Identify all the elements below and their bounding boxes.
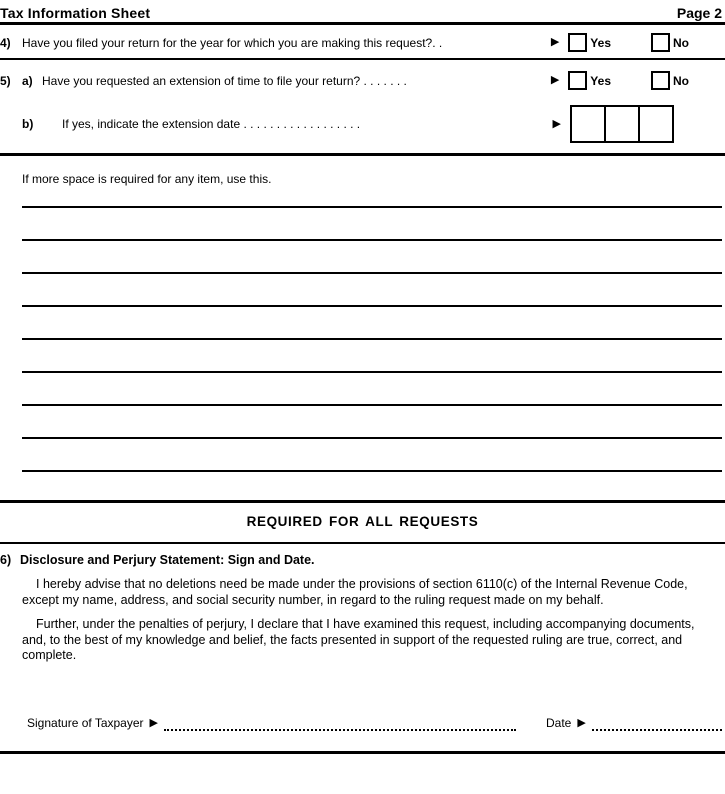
question-5a-yes-label: Yes	[590, 73, 611, 88]
perjury-paragraph-2: Further, under the penalties of perjury, I declare that I have examined this request, including accompanying documents, and, to the best of my knowledge and belief, the facts presented in support of the requested ruling are true, correct, and complete.	[22, 617, 695, 662]
signature-input-line[interactable]	[164, 719, 516, 731]
date-input-line[interactable]	[592, 719, 722, 731]
more-space-section	[0, 156, 725, 503]
arrow-right-icon: ▶	[577, 716, 586, 729]
writing-line[interactable]	[22, 406, 722, 439]
arrow-right-icon: ▶	[550, 36, 560, 48]
question-5a-letter: a)	[22, 73, 33, 88]
question-5a-yes-checkbox[interactable]	[568, 71, 587, 90]
question-5a-row	[0, 71, 725, 90]
question-4-row	[0, 33, 725, 52]
extension-date-cell-year[interactable]	[638, 105, 674, 143]
question-4-yes-label: Yes	[590, 35, 611, 50]
arrow-right-icon: ▶	[149, 716, 158, 729]
question-4-text: Have you filed your return for the year for which you are making this request?. .	[22, 35, 443, 50]
required-for-all-requests-banner: REQUIRED FOR ALL REQUESTS	[0, 503, 725, 544]
question-5a-no-label: No	[673, 73, 689, 88]
perjury-paragraph-1: I hereby advise that no deletions need be made under the provisions of section 6110(c) of the Internal Revenue Code, except my name, address, and social security number, in regard to the ruling request made on my behalf.	[22, 577, 688, 607]
question-5-section	[0, 60, 725, 156]
question-4-no-checkbox[interactable]	[651, 33, 670, 52]
question-6-number: 6)	[0, 553, 12, 567]
question-6-section	[0, 544, 725, 731]
writing-line[interactable]	[22, 274, 722, 307]
arrow-right-icon: ▶	[552, 117, 561, 130]
extension-date-cell-month[interactable]	[570, 105, 606, 143]
question-5a-text: Have you requested an extension of time to file your return? . . . . . . .	[42, 73, 407, 88]
question-4-section	[0, 25, 725, 60]
signature-label: Signature of Taxpayer	[27, 715, 144, 730]
extension-date-cell-day[interactable]	[604, 105, 640, 143]
page-header	[0, 0, 725, 25]
writing-line[interactable]	[22, 373, 722, 406]
extension-date-box	[570, 105, 674, 143]
question-5b-letter: b)	[22, 117, 34, 131]
question-5b-text: If yes, indicate the extension date . . . . . . . . . . . . . . . . . .	[62, 117, 361, 131]
bottom-rule	[0, 751, 725, 754]
writing-line[interactable]	[22, 340, 722, 373]
page-number: Page 2	[676, 5, 722, 21]
writing-line[interactable]	[22, 208, 722, 241]
question-4-yes-checkbox[interactable]	[568, 33, 587, 52]
writing-line[interactable]	[22, 241, 722, 274]
writing-line[interactable]	[22, 307, 722, 340]
question-4-number: 4)	[0, 35, 11, 50]
more-space-instruction: If more space is required for any item, use this.	[22, 172, 272, 186]
arrow-right-icon: ▶	[550, 74, 560, 86]
question-5a-no-checkbox[interactable]	[651, 71, 670, 90]
writing-line[interactable]	[22, 187, 722, 208]
page-title: Tax Information Sheet	[0, 5, 151, 21]
writing-line[interactable]	[22, 439, 722, 472]
question-4-no-label: No	[673, 35, 689, 50]
signature-row	[0, 714, 725, 731]
writing-lines	[0, 187, 725, 472]
question-6-heading-row	[0, 553, 725, 567]
date-label: Date	[546, 715, 572, 730]
question-5-number: 5)	[0, 73, 11, 88]
question-5b-row	[0, 105, 725, 143]
question-6-heading: Disclosure and Perjury Statement: Sign and Date.	[20, 553, 315, 567]
